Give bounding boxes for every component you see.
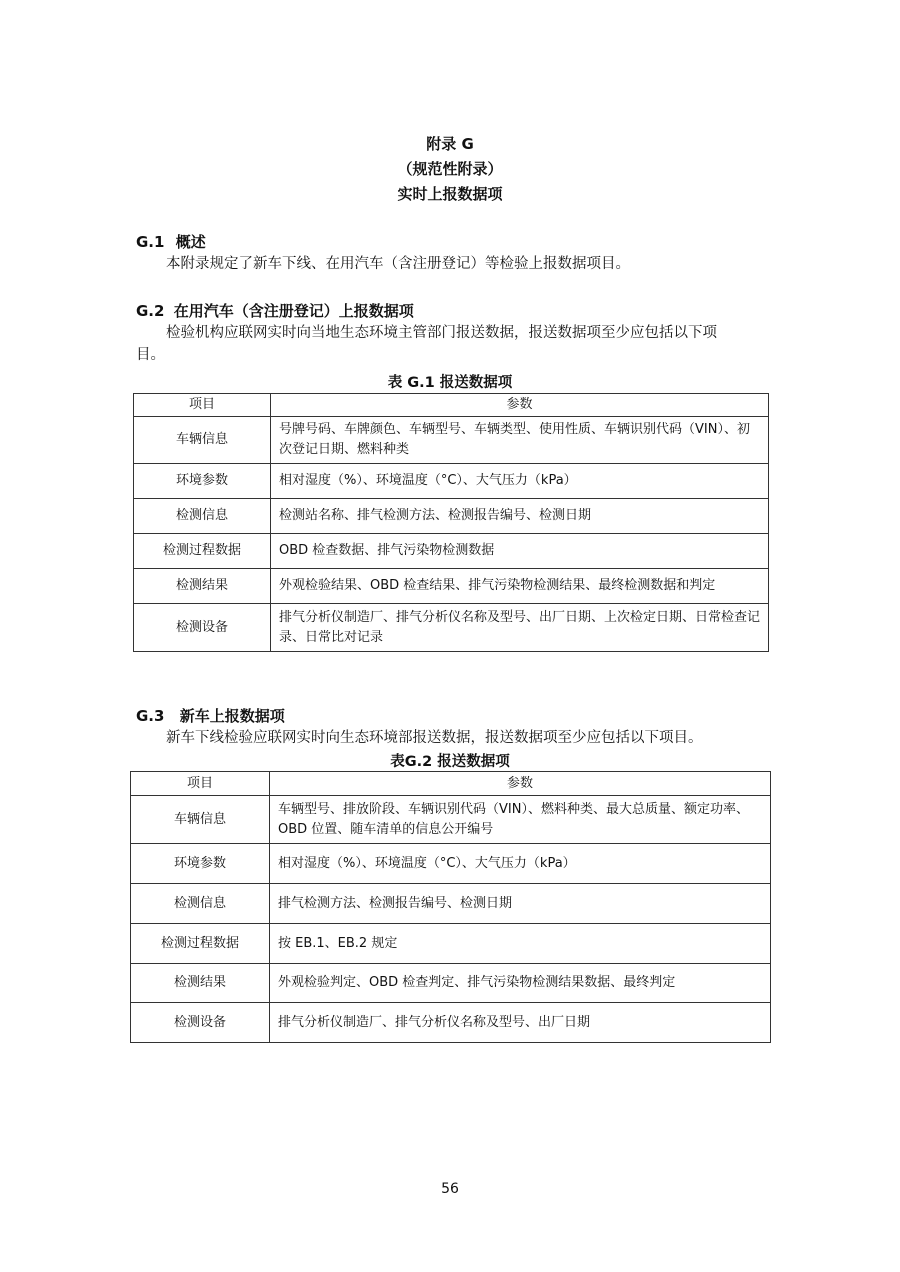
section-g1-text: 本附录规定了新车下线、在用汽车（含注册登记）等检验上报数据项目。 — [166, 256, 630, 272]
page-number: 56 — [441, 1181, 459, 1197]
table2 — [130, 771, 771, 1043]
section-g3-title: 新车上报数据项 — [179, 707, 285, 725]
table-row — [134, 534, 769, 569]
table2-header-row — [131, 772, 771, 796]
table2-header-item: 项目 — [131, 772, 270, 796]
table-row — [134, 417, 769, 464]
section-g2-text-line2: 目。 — [136, 347, 165, 363]
table1-header-param: 参数 — [271, 394, 769, 417]
table1-cell-param: OBD 检查数据、排气污染物检测数据 — [271, 534, 769, 569]
table-row — [131, 844, 771, 884]
table-row — [131, 796, 771, 844]
table1-cell-param: 相对湿度（%）、环境温度（°C）、大气压力（kPa） — [271, 464, 769, 499]
table1-cell-item: 车辆信息 — [134, 417, 271, 464]
table1-header-row — [134, 394, 769, 417]
table2-cell-item: 检测设备 — [131, 1003, 270, 1043]
table2-cell-param: 相对湿度（%）、环境温度（°C）、大气压力（kPa） — [270, 844, 771, 884]
table2-cell-item: 车辆信息 — [131, 796, 270, 844]
section-g1-title: 概述 — [175, 233, 206, 251]
section-g3-heading — [136, 705, 285, 726]
table2-cell-item: 检测信息 — [131, 884, 270, 924]
table1-cell-item: 环境参数 — [134, 464, 271, 499]
section-g2-text-line1: 检验机构应联网实时向当地生态环境主管部门报送数据，报送数据项至少应包括以下项 — [166, 325, 717, 341]
table2-cell-item: 检测过程数据 — [131, 924, 270, 964]
table-row — [131, 924, 771, 964]
table-row — [131, 884, 771, 924]
section-g2-title: 在用汽车（含注册登记）上报数据项 — [173, 302, 414, 320]
table-row — [131, 964, 771, 1003]
section-g3-text: 新车下线检验应联网实时向生态环境部报送数据，报送数据项至少应包括以下项目。 — [166, 730, 703, 746]
table-row — [134, 569, 769, 604]
table-row — [134, 464, 769, 499]
table2-cell-item: 环境参数 — [131, 844, 270, 884]
table-row — [131, 1003, 771, 1043]
table1-cell-param: 号牌号码、车牌颜色、车辆型号、车辆类型、使用性质、车辆识别代码（VIN）、初次登记日期、燃料种类 — [271, 417, 769, 464]
appendix-heading: 实时上报数据项 — [397, 185, 503, 203]
section-g2-heading — [136, 300, 414, 321]
section-g2-number: G.2 — [136, 302, 165, 320]
appendix-subtitle: （规范性附录） — [397, 160, 503, 178]
section-g1-heading — [136, 231, 206, 252]
table2-cell-item: 检测结果 — [131, 964, 270, 1003]
table-row — [134, 499, 769, 534]
appendix-title: 附录 G — [426, 135, 474, 153]
table2-cell-param: 车辆型号、排放阶段、车辆识别代码（VIN）、燃料种类、最大总质量、额定功率、OBD 位置、随车清单的信息公开编号 — [270, 796, 771, 844]
table1-cell-item: 检测结果 — [134, 569, 271, 604]
table-row — [134, 604, 769, 652]
table2-header-param: 参数 — [270, 772, 771, 796]
table1-cell-item: 检测信息 — [134, 499, 271, 534]
table1-cell-param: 外观检验结果、OBD 检查结果、排气污染物检测结果、最终检测数据和判定 — [271, 569, 769, 604]
table1-cell-item: 检测过程数据 — [134, 534, 271, 569]
table1-cell-item: 检测设备 — [134, 604, 271, 652]
table2-caption: 表G.2 报送数据项 — [390, 754, 510, 770]
table1-caption: 表 G.1 报送数据项 — [387, 375, 513, 391]
table2-cell-param: 按 EB.1、EB.2 规定 — [270, 924, 771, 964]
section-g1-number: G.1 — [136, 233, 165, 251]
table1-header-item: 项目 — [134, 394, 271, 417]
table2-cell-param: 排气检测方法、检测报告编号、检测日期 — [270, 884, 771, 924]
table2-cell-param: 外观检验判定、OBD 检查判定、排气污染物检测结果数据、最终判定 — [270, 964, 771, 1003]
table1 — [133, 393, 769, 652]
table1-cell-param: 检测站名称、排气检测方法、检测报告编号、检测日期 — [271, 499, 769, 534]
table2-cell-param: 排气分析仪制造厂、排气分析仪名称及型号、出厂日期 — [270, 1003, 771, 1043]
section-g3-number: G.3 — [136, 707, 165, 725]
table1-cell-param: 排气分析仪制造厂、排气分析仪名称及型号、出厂日期、上次检定日期、日常检查记录、日常比对记录 — [271, 604, 769, 652]
